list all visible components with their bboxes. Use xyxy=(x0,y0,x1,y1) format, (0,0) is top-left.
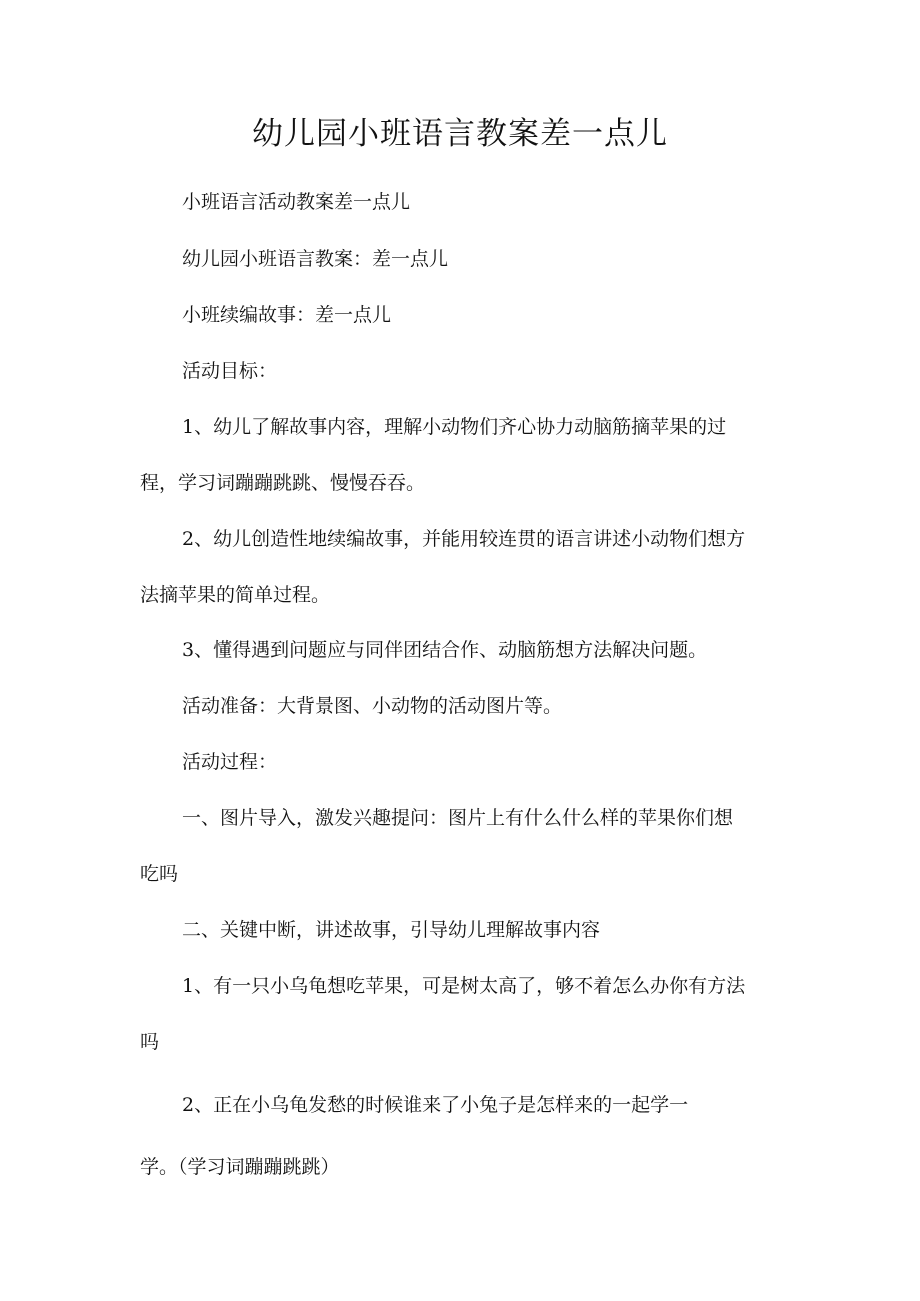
paragraph-line: 2、正在小乌龟发愁的时候谁来了小兔子是怎样来的一起学一 xyxy=(182,1094,689,1116)
page-title: 幼儿园小班语言教案差一点儿 xyxy=(252,116,668,152)
section-heading: 活动目标： xyxy=(182,360,278,382)
paragraph-line: 吗 xyxy=(140,1031,160,1053)
paragraph-line: 程，学习词蹦蹦跳跳、慢慢吞吞。 xyxy=(140,472,426,494)
paragraph-line: 1、幼儿了解故事内容，理解小动物们齐心协力动脑筋摘苹果的过 xyxy=(182,416,727,438)
paragraph-line: 2、幼儿创造性地续编故事，并能用较连贯的语言讲述小动物们想方 xyxy=(182,528,746,550)
section-heading: 活动过程： xyxy=(182,751,278,773)
paragraph-line: 法摘苹果的简单过程。 xyxy=(140,584,331,606)
subtitle-line: 小班续编故事：差一点儿 xyxy=(182,304,392,326)
subtitle-line: 幼儿园小班语言教案：差一点儿 xyxy=(182,248,449,270)
paragraph-line: 一、图片导入，激发兴趣提问：图片上有什么什么样的苹果你们想 xyxy=(182,807,734,829)
paragraph-line: 活动准备：大背景图、小动物的活动图片等。 xyxy=(182,695,563,717)
paragraph-line: 1、有一只小乌龟想吃苹果，可是树太高了，够不着怎么办你有方法 xyxy=(182,975,746,997)
paragraph-line: 学。（学习词蹦蹦跳跳） xyxy=(140,1156,340,1178)
subtitle-line: 小班语言活动教案差一点儿 xyxy=(182,191,411,213)
paragraph-line: 3、懂得遇到问题应与同伴团结合作、动脑筋想方法解决问题。 xyxy=(182,639,708,661)
paragraph-line: 二、关键中断，讲述故事，引导幼儿理解故事内容 xyxy=(182,919,601,941)
paragraph-line: 吃吗 xyxy=(140,863,179,885)
